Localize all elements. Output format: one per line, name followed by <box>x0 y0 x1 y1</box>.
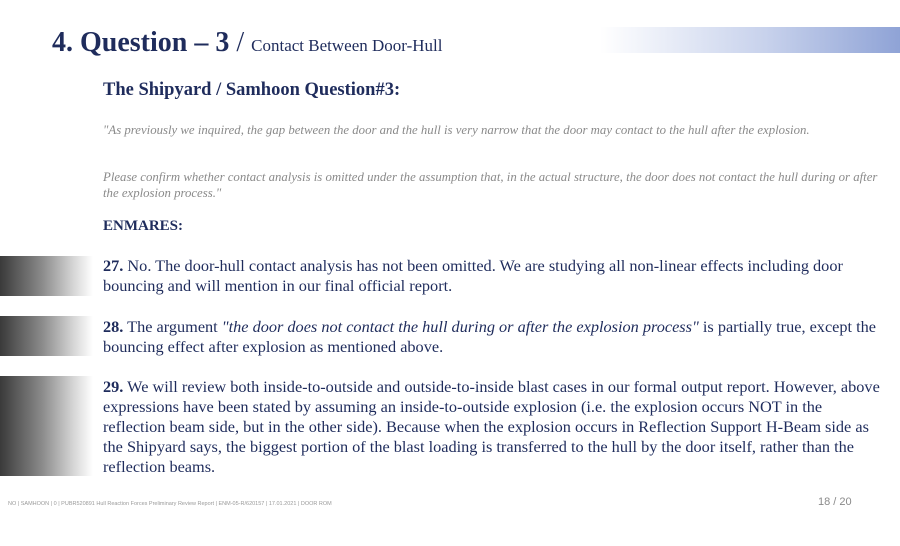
slide-title <box>52 27 442 59</box>
title-slash: / <box>229 27 252 58</box>
footer-doc-reference: NO | SAMHOON | 0 | PUBR520891 Hull Reaction Forces Preliminary Review Report | ENM-05-R/620157 | 17.01.2021 | DOOR ROM <box>8 501 332 507</box>
answer-29-number: 29. <box>103 377 124 396</box>
header-gradient-band <box>600 27 900 53</box>
answer-29-gradient-bar <box>0 376 93 476</box>
title-subtitle: Contact Between Door-Hull <box>251 36 443 55</box>
page-number: 18 / 20 <box>818 496 852 508</box>
answer-28-text-pre: The argument <box>123 317 222 336</box>
answer-28-number: 28. <box>103 317 124 336</box>
answer-27-number: 27. <box>103 256 124 275</box>
answer-29-text: We will review both inside-to-outside and outside-to-inside blast cases in our formal output report. However, above expressions have been stated by assuming an inside-to-outside explosion (i.e. the explosion occurs NOT in the reflection beam side, but in the other side). Because when the explosion occurs in Reflection Support H-Beam side as the Shipyard says, the biggest portion of the blast loading is transferred to the hull by the door itself, rather than the reflection beams. <box>103 377 880 476</box>
answers-heading: ENMARES: <box>103 218 184 234</box>
quote-paragraph-2: Please confirm whether contact analysis is omitted under the assumption that, in the actual structure, the door does not contact the hull during or after the explosion process." <box>103 170 878 200</box>
answer-28-text-italic: "the door does not contact the hull during or after the explosion process" <box>221 317 699 336</box>
answer-29 <box>103 377 888 477</box>
title-number-question: 4. Question – 3 <box>52 27 230 58</box>
answer-27 <box>103 256 888 296</box>
answer-28-gradient-bar <box>0 316 93 356</box>
answer-28 <box>103 317 888 357</box>
answer-27-gradient-bar <box>0 256 93 296</box>
answer-28-text-post: is partially true, except the bouncing effect after explosion as mentioned above. <box>103 317 877 356</box>
answer-27-text: No. The door-hull contact analysis has not been omitted. We are studying all non-linear effects including door bouncing and will mention in our final official report. <box>103 256 843 295</box>
quote-paragraph-1: "As previously we inquired, the gap between the door and the hull is very narrow that the door may contact to the hull after the explosion. <box>103 123 810 137</box>
question-heading: The Shipyard / Samhoon Question#3: <box>103 80 401 100</box>
